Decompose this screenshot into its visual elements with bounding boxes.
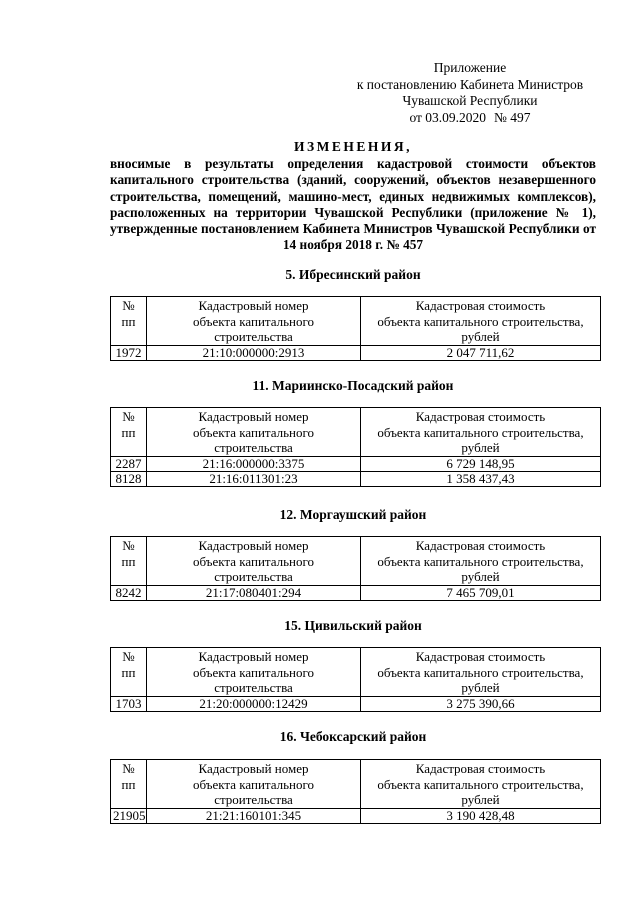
header-number: № пп <box>111 408 147 457</box>
appendix-date-line <box>350 110 590 127</box>
header-cadastral: Кадастровый номер объекта капитального строительства <box>147 537 361 586</box>
cell-number: 8128 <box>111 471 147 486</box>
appendix-title: Приложение <box>433 60 507 75</box>
district-title: 11. Мариинско-Посадский район <box>252 378 454 393</box>
table-row <box>111 345 601 360</box>
header-number: № пп <box>111 760 147 809</box>
table-header-row <box>111 537 601 586</box>
header-cadastral: Кадастровый номер объекта капитального строительства <box>147 760 361 809</box>
cell-value: 3 275 390,66 <box>361 696 601 711</box>
table-row <box>111 696 601 711</box>
cadastral-table <box>110 296 601 361</box>
cell-cadastral: 21:21:160101:345 <box>147 808 361 823</box>
table-row <box>111 471 601 486</box>
header-number: № пп <box>111 648 147 697</box>
cell-number: 1703 <box>111 696 147 711</box>
header-number: № пп <box>111 537 147 586</box>
appendix-number: № 497 <box>494 109 531 125</box>
table-row <box>111 456 601 471</box>
appendix-republic: Чувашской Республики <box>402 93 538 108</box>
header-cadastral: Кадастровый номер объекта капитального строительства <box>147 408 361 457</box>
cell-value: 3 190 428,48 <box>361 808 601 823</box>
cell-cadastral: 21:20:000000:12429 <box>147 696 361 711</box>
cell-cadastral: 21:16:000000:3375 <box>147 456 361 471</box>
cell-cadastral: 21:17:080401:294 <box>147 585 361 600</box>
appendix-date: от 03.09.2020 <box>409 109 487 125</box>
header-value: Кадастровая стоимость объекта капитального строительства, рублей <box>361 537 601 586</box>
cell-cadastral: 21:16:011301:23 <box>147 471 361 486</box>
cadastral-table <box>110 759 601 824</box>
table-row <box>111 808 601 823</box>
cell-value: 2 047 711,62 <box>361 345 601 360</box>
district-title: 16. Чебоксарский район <box>279 729 427 744</box>
header-value: Кадастровая стоимость объекта капитального строительства, рублей <box>361 408 601 457</box>
table-header-row <box>111 760 601 809</box>
cell-number: 21905 <box>111 808 147 823</box>
cadastral-table <box>110 536 601 601</box>
document-heading: ИЗМЕНЕНИЯ, <box>293 139 412 154</box>
header-value: Кадастровая стоимость объекта капитального строительства, рублей <box>361 648 601 697</box>
cell-cadastral: 21:10:000000:2913 <box>147 345 361 360</box>
cell-value: 7 465 709,01 <box>361 585 601 600</box>
cell-number: 1972 <box>111 345 147 360</box>
cadastral-table <box>110 647 601 712</box>
cell-value: 1 358 437,43 <box>361 471 601 486</box>
appendix-block <box>350 60 590 126</box>
header-value: Кадастровая стоимость объекта капитального строительства, рублей <box>361 297 601 346</box>
cell-number: 2287 <box>111 456 147 471</box>
district-title: 12. Моргаушский район <box>279 507 427 522</box>
header-cadastral: Кадастровый номер объекта капитального строительства <box>147 297 361 346</box>
appendix-resolution: к постановлению Кабинета Министров <box>356 76 584 92</box>
header-value: Кадастровая стоимость объекта капитального строительства, рублей <box>361 760 601 809</box>
cadastral-table <box>110 407 601 487</box>
table-header-row <box>111 648 601 697</box>
district-title: 5. Ибресинский район <box>285 267 421 282</box>
cell-value: 6 729 148,95 <box>361 456 601 471</box>
table-row <box>111 585 601 600</box>
header-cadastral: Кадастровый номер объекта капитального строительства <box>147 648 361 697</box>
table-header-row <box>111 408 601 457</box>
header-number: № пп <box>111 297 147 346</box>
document-intro: вносимые в результаты определения кадастровой стоимости объектов капитального строительства (зданий, сооружений, объектов незавершенного строительства, помещений, машино-мест, единых недвижимых комплексов), расположенных на территории Чувашской Республики (приложение № 1), утвержденные постановлением Кабинета Министров Чувашской Республики от 14 ноября 2018 г. № 457 <box>110 156 596 253</box>
district-title: 15. Цивильский район <box>284 618 422 633</box>
table-header-row <box>111 297 601 346</box>
cell-number: 8242 <box>111 585 147 600</box>
